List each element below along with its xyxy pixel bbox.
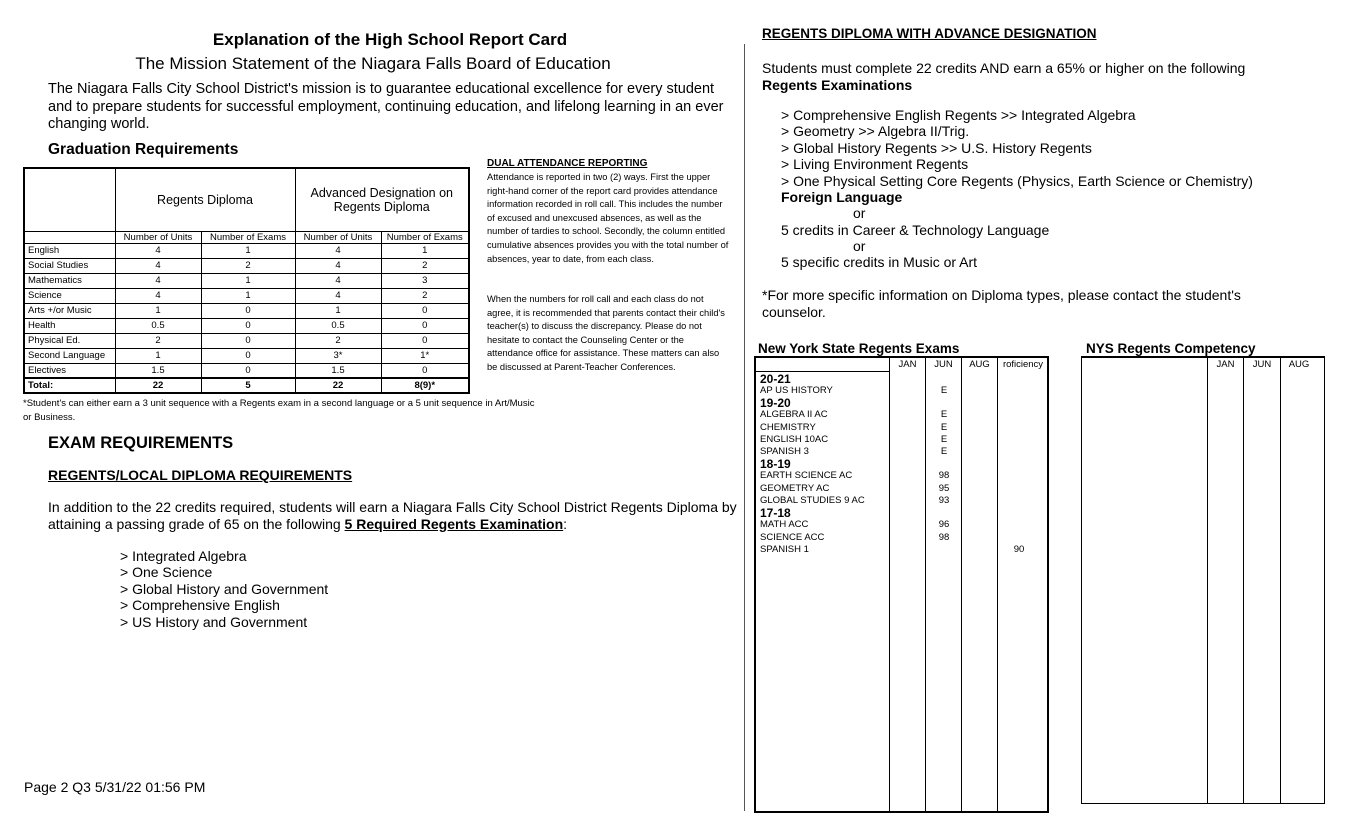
subject-cell: Social Studies [24, 258, 115, 273]
local-diploma-body [48, 499, 738, 532]
exam-jun-score: E [940, 433, 948, 445]
subject-col-header [24, 168, 115, 231]
regents-exams-cell: 1 [201, 288, 295, 303]
music-art-option: 5 specific credits in Music or Art [781, 254, 978, 270]
column-rule [1243, 358, 1244, 803]
exams-subheader: Number of Exams [381, 231, 469, 243]
subject-cell: Electives [24, 363, 115, 378]
regents-diploma-header: Regents Diploma [115, 168, 295, 231]
column-divider [744, 44, 745, 811]
required-exams-list [120, 548, 328, 630]
total-row [24, 378, 469, 393]
page-footer: Page 2 Q3 5/31/22 01:56 PM [24, 779, 206, 795]
exam-jun-score: 98 [938, 470, 950, 482]
exam-row [760, 544, 1046, 556]
exam-row [760, 385, 1046, 397]
exam-jun-score: E [940, 421, 948, 433]
page-subtitle: The Mission Statement of the Niagara Falls Board of Education [135, 54, 611, 73]
advanced-exams-cell: 2 [381, 288, 469, 303]
subject-cell: Second Language [24, 348, 115, 363]
exam-row [760, 470, 1046, 482]
advanced-exams-cell: 0 [381, 318, 469, 333]
advanced-units-cell: 22 [295, 378, 381, 393]
advanced-intro-bold: Regents Examinations [762, 76, 913, 93]
advanced-exams-list [781, 107, 1253, 189]
exam-row [760, 422, 1046, 434]
advanced-exams-cell: 8(9)* [381, 378, 469, 393]
exam-row [760, 519, 1046, 531]
exam-name: AP US HISTORY [760, 385, 833, 396]
exam-proficiency-score: 90 [1013, 543, 1025, 555]
exam-jun-score: E [940, 409, 948, 421]
regents-exams-cell: 0 [201, 363, 295, 378]
graduation-heading: Graduation Requirements [48, 141, 239, 158]
exams-subheader: Number of Exams [201, 231, 295, 243]
table-row [24, 318, 469, 333]
list-item: > Comprehensive English Regents >> Integrated Algebra [781, 107, 1136, 123]
col-header-aug: AUG [969, 359, 990, 370]
list-item: > One Physical Setting Core Regents (Physics, Earth Science or Chemistry) [781, 172, 1253, 189]
advanced-exams-cell: 3 [381, 273, 469, 288]
advanced-units-cell: 4 [295, 258, 381, 273]
regents-exams-cell: 2 [201, 258, 295, 273]
counselor-note: *For more specific information on Diploma types, please contact the student's counselor. [762, 287, 1241, 320]
school-year-label: 19-20 [760, 396, 791, 411]
table-row [24, 363, 469, 378]
list-item: > Global History Regents >> U.S. History Regents [781, 139, 1092, 156]
regents-exams-title: New York State Regents Exams [758, 341, 960, 356]
local-body-suffix: : [563, 515, 568, 532]
regents-units-cell: 0.5 [115, 318, 201, 333]
exam-name: CHEMISTRY [760, 421, 816, 433]
page-title: Explanation of the High School Report Card [212, 30, 568, 49]
advanced-exams-cell: 0 [381, 363, 469, 378]
advanced-units-cell: 1.5 [295, 363, 381, 378]
competency-title: NYS Regents Competency [1086, 341, 1256, 356]
regents-units-cell: 4 [115, 243, 201, 258]
table-row [24, 288, 469, 303]
subject-cell: Health [24, 318, 115, 333]
exam-row [760, 409, 1046, 421]
table-row [24, 348, 469, 363]
units-subheader: Number of Units [115, 231, 201, 243]
regents-units-cell: 4 [115, 288, 201, 303]
dual-attendance-heading: DUAL ATTENDANCE REPORTING [487, 158, 648, 169]
table-row [24, 273, 469, 288]
list-item: > Living Environment Regents [781, 156, 969, 173]
advanced-units-cell: 0.5 [295, 318, 381, 333]
units-subheader: Number of Units [295, 231, 381, 243]
list-item: > Global History and Government [120, 580, 329, 597]
table-row [24, 258, 469, 273]
exam-jun-score: 98 [938, 531, 950, 543]
regents-exams-cell: 5 [201, 378, 295, 393]
advanced-units-cell: 4 [295, 243, 381, 258]
exam-name: MATH ACC [760, 519, 809, 531]
subject-cell: English [24, 243, 115, 258]
exam-jun-score: E [940, 446, 948, 458]
advanced-units-cell: 3* [295, 348, 381, 363]
regents-exams-cell: 0 [201, 333, 295, 348]
exam-jun-score: 96 [938, 519, 950, 531]
required-exams-emphasis: 5 Required Regents Examination [344, 515, 564, 532]
column-rule [1207, 358, 1208, 803]
advanced-units-cell: 1 [295, 303, 381, 318]
subject-cell: Arts +/or Music [24, 303, 115, 318]
subject-cell: Mathematics [24, 273, 115, 288]
exam-name: EARTH SCIENCE AC [760, 470, 853, 482]
competency-panel [1081, 356, 1325, 804]
exam-name: SPANISH 3 [760, 446, 809, 458]
exam-list [760, 373, 1046, 556]
exam-name: GLOBAL STUDIES 9 AC [760, 495, 865, 507]
advanced-exams-cell: 1* [381, 348, 469, 363]
col-header-jan: JAN [1216, 359, 1235, 370]
list-item: > US History and Government [120, 613, 308, 630]
exam-jun-score: 95 [938, 482, 950, 494]
advanced-units-cell: 2 [295, 333, 381, 348]
exam-jun-score: E [940, 385, 948, 396]
local-diploma-heading: REGENTS/LOCAL DIPLOMA REQUIREMENTS [48, 467, 353, 483]
advanced-intro-text: Students must complete 22 credits AND earn a 65% or higher on the following [762, 60, 1246, 76]
regents-units-cell: 2 [115, 333, 201, 348]
subject-cell: Physical Ed. [24, 333, 115, 348]
graduation-footnote: *Student's can either earn a 3 unit sequence with a Regents exam in a second language or a 5 unit sequence in Art/Music or Business. [23, 398, 535, 423]
col-header-jun: JUN [1252, 359, 1272, 370]
dual-attendance-paragraph: When the numbers for roll call and each class do not agree, it is recommended that parents contact their child's teacher(s) to discuss the discrepancy. Please do not hesitate to contact the Counseling Center or the attendance office for assistance. These matters can also be discussed at Parent-Teacher Conferences. [487, 294, 725, 372]
regents-exams-panel [754, 356, 1049, 813]
regents-units-cell: 4 [115, 273, 201, 288]
list-item: > Integrated Algebra [120, 548, 247, 564]
exam-row [760, 483, 1046, 495]
regents-units-cell: 1 [115, 303, 201, 318]
advanced-units-cell: 4 [295, 288, 381, 303]
subject-subheader [24, 231, 115, 243]
table-row [24, 243, 469, 258]
regents-exams-cell: 0 [201, 303, 295, 318]
col-header-jan: JAN [898, 359, 917, 370]
table-row [24, 303, 469, 318]
exam-name: ALGEBRA II AC [760, 409, 828, 421]
regents-exams-cell: 0 [201, 318, 295, 333]
regents-units-cell: 22 [115, 378, 201, 393]
subject-cell: Total: [24, 378, 115, 393]
graduation-table [23, 167, 470, 394]
exam-name: ENGLISH 10AC [760, 433, 829, 445]
school-year-label: 17-18 [760, 506, 791, 521]
local-body-text: In addition to the 22 credits required, students will earn a Niagara Falls City School District Regents Diploma by attaining a passing grade of 65 on the following [48, 499, 737, 532]
exam-row [760, 495, 1046, 507]
regents-exams-cell: 1 [201, 273, 295, 288]
advanced-units-cell: 4 [295, 273, 381, 288]
school-year-label: 18-19 [760, 457, 791, 472]
mission-statement: The Niagara Falls City School District's mission is to guarantee educational excellence for every student and to prepare students for successful employment, continuing education, and lifelong learning in an ever changing world. [48, 81, 724, 132]
exam-name: SPANISH 1 [760, 543, 809, 555]
table-row [24, 333, 469, 348]
exam-jun-score: 93 [938, 495, 950, 507]
regents-exams-cell: 0 [201, 348, 295, 363]
col-header-aug: AUG [1288, 359, 1310, 370]
advanced-exams-cell: 1 [381, 243, 469, 258]
list-item: > One Science [120, 564, 213, 581]
exam-row [760, 434, 1046, 446]
dual-attendance-paragraph: Attendance is reported in two (2) ways. First the upper right-hand corner of the report card provides attendance information recorded in roll call. This includes the number of excused and unexcused absences, as well as the number of tardies to school. Secondly, the column entitled cumulative absences provides you with the total number of absences, year to date, from each class. [487, 172, 729, 264]
col-header-jun: JUN [934, 359, 953, 370]
advanced-designation-heading: REGENTS DIPLOMA WITH ADVANCE DESIGNATION [762, 26, 1097, 41]
column-rule [1280, 358, 1281, 803]
or-separator: or [853, 205, 866, 221]
regents-units-cell: 1.5 [115, 363, 201, 378]
school-year-label: 20-21 [760, 372, 791, 386]
advanced-exams-cell: 0 [381, 303, 469, 318]
advanced-intro [762, 60, 1322, 93]
exam-name: SCIENCE ACC [760, 531, 825, 543]
advanced-designation-header: Advanced Designation on Regents Diploma [295, 168, 469, 231]
regents-units-cell: 4 [115, 258, 201, 273]
exam-row [760, 532, 1046, 544]
exam-name: GEOMETRY AC [760, 482, 830, 494]
list-item: > Geometry >> Algebra II/Trig. [781, 123, 970, 140]
career-tech-option: 5 credits in Career & Technology Language [781, 222, 1050, 238]
advanced-exams-cell: 0 [381, 333, 469, 348]
list-item: > Comprehensive English [120, 597, 280, 614]
advanced-exams-cell: 2 [381, 258, 469, 273]
foreign-language-label: Foreign Language [781, 189, 903, 205]
regents-exams-cell: 1 [201, 243, 295, 258]
exam-requirements-heading: EXAM REQUIREMENTS [48, 434, 234, 452]
col-header-proficiency: roficiency [1002, 359, 1044, 370]
regents-units-cell: 1 [115, 348, 201, 363]
exam-row [760, 446, 1046, 458]
subject-cell: Science [24, 288, 115, 303]
or-separator: or [853, 238, 866, 254]
